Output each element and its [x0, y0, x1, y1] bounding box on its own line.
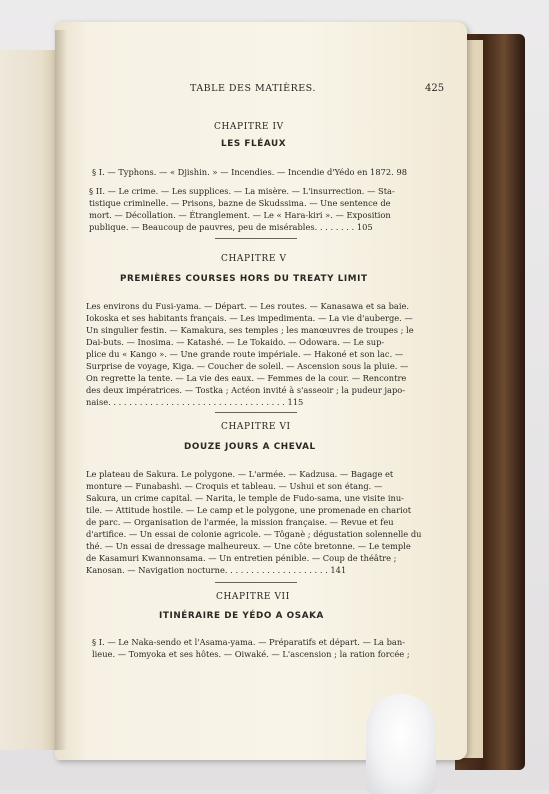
toc-line: Un singulier festin. — Kamakura, ses temples ; les manœuvres de troupes ; le — [86, 325, 414, 335]
toc-line: naise. . . . . . . . . . . . . . . . . . . . . . . . . . . . . . . . . . 115 — [86, 397, 304, 407]
gloved-thumb — [366, 694, 436, 794]
page-number: 425 — [425, 83, 445, 94]
toc-line: § II. — Le crime. — Les supplices. — La misère. — L'insurrection. — Sta- — [89, 186, 395, 196]
chapter-title: LES FLÉAUX — [221, 139, 287, 149]
toc-line: Sakura, un crime capital. — Narita, le temple de Fudo-sama, une visite inu- — [86, 493, 404, 503]
toc-line: Surprise de voyage, Kiga. — Coucher de soleil. — Ascension sous la pluie. — — [86, 361, 409, 371]
chapter-label: CHAPITRE VI — [221, 422, 291, 432]
page-header-title: TABLE DES MATIÈRES. — [190, 83, 316, 94]
toc-line: Kanosan. — Navigation nocturne. . . . . . . . . . . . . . . . . . . . 141 — [86, 565, 347, 575]
toc-line: § I. — Typhons. — « Djishin. » — Incendies. — Incendie d'Yédo en 1872. 98 — [92, 167, 408, 177]
separator-rule — [215, 412, 297, 413]
chapter-label: CHAPITRE V — [221, 254, 287, 264]
toc-line: tistique criminelle. — Prisons, bazne de Skudssima. — Une sentence de — [89, 198, 391, 208]
toc-line: de Kasamuri Kwannonsama. — Un entretien pénible. — Coup de théâtre ; — [86, 553, 397, 563]
toc-line: Iokoska et ses habitants français. — Les impedimenta. — La vie d'auberge. — — [86, 313, 413, 323]
toc-line: mort. — Décollation. — Étranglement. — Le « Hara-kiri ». — Exposition — [89, 210, 391, 220]
toc-line: d'artifice. — Un essai de colonie agricole. — Tôganè ; dégustation solennelle du — [86, 529, 422, 539]
toc-line: lieue. — Tomyoka et ses hôtes. — Oiwaké. — L'ascension ; la ration forcée ; — [92, 649, 410, 659]
chapter-label: CHAPITRE IV — [214, 122, 284, 132]
toc-line: On regrette la tente. — La vie des eaux. — Femmes de la cour. — Rencontre — [86, 373, 407, 383]
toc-line: Dai-buts. — Inosima. — Katashé. — Le Tokaido. — Odowara. — Le sup- — [86, 337, 385, 347]
toc-line: Les environs du Fusi-yama. — Départ. — Les routes. — Kanasawa et sa baie. — [86, 301, 410, 311]
toc-line: de parc. — Organisation de l'armée, la mission française. — Revue et feu — [86, 517, 394, 527]
separator-rule — [215, 582, 297, 583]
toc-line: des deux impératrices. — Tostka ; Actéon invité à s'asseoir ; la pudeur japo- — [86, 385, 406, 395]
separator-rule — [215, 238, 297, 239]
toc-line: Le plateau de Sakura. Le polygone. — L'armée. — Kadzusa. — Bagage et — [86, 469, 394, 479]
toc-line: plice du « Kango ». — Une grande route impériale. — Hakoné et son lac. — — [86, 349, 404, 359]
page-gutter — [55, 30, 67, 750]
toc-line: § I. — Le Naka-sendo et l'Asama-yama. — Préparatifs et départ. — La ban- — [92, 637, 406, 647]
toc-line: publique. — Beaucoup de pauvres, peu de misérables. . . . . . . . 105 — [89, 222, 373, 232]
chapter-title: DOUZE JOURS A CHEVAL — [184, 442, 316, 452]
chapter-label: CHAPITRE VII — [216, 592, 290, 602]
toc-line: tile. — Attitude hostile. — Le camp et le polygone, une promenade en chariot — [86, 505, 412, 515]
left-page-edge — [0, 50, 60, 750]
chapter-title: PREMIÈRES COURSES HORS DU TREATY LIMIT — [120, 274, 368, 284]
chapter-title: ITINÉRAIRE DE YÉDO A OSAKA — [159, 611, 324, 621]
toc-line: thé. — Un essai de dressage malheureux. — Une côte bretonne. — Le temple — [86, 541, 411, 551]
toc-line: monture — Funabashi. — Croquis et tableau. — Ushui et son étang. — — [86, 481, 383, 491]
